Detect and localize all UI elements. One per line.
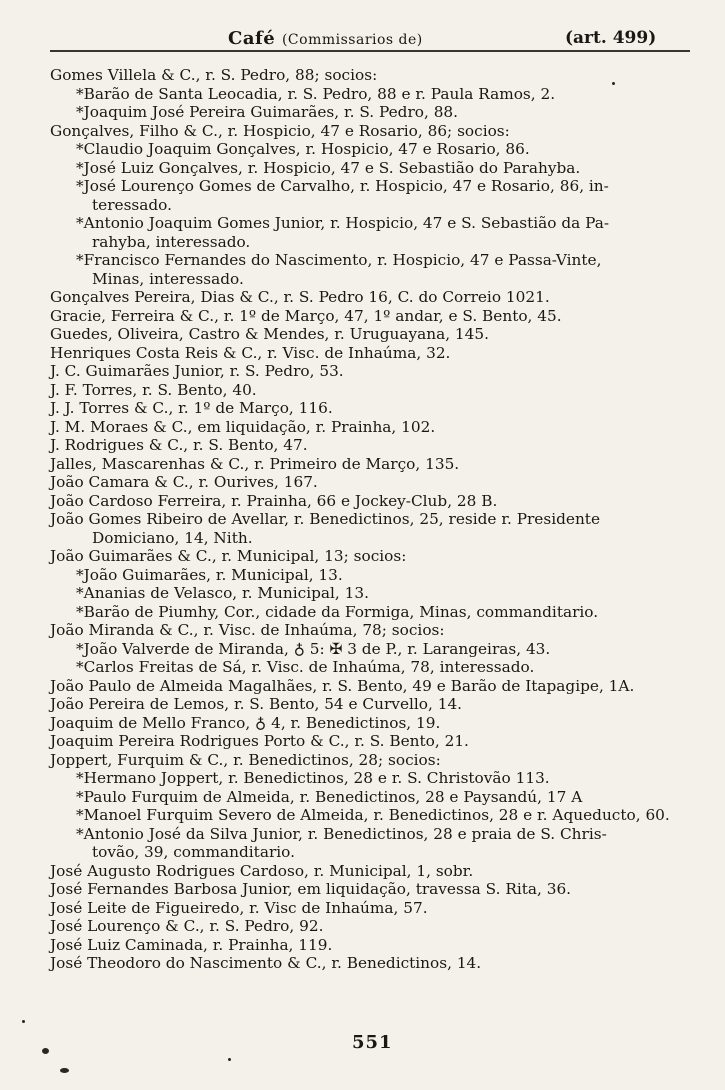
page-header — [0, 26, 725, 52]
partner-entry: *João Valverde de Miranda, ♁ 5: ✠ 3 de P., r. Larangeiras, 43. — [76, 639, 551, 658]
partner-entry: *Carlos Freitas de Sá, r. Visc. de Inhaúma, 78, interessado. — [76, 658, 535, 676]
firm-entry: João Paulo de Almeida Magalhães, r. S. Bento, 49 e Barão de Itapagipe, 1A. — [50, 676, 635, 695]
firm-entry: João Gomes Ribeiro de Avellar, r. Benedictinos, 25, reside r. Presidente — [50, 510, 600, 528]
firm-entry: Guedes, Oliveira, Castro & Mendes, r. Uruguayana, 145. — [50, 325, 489, 343]
continuation-line: rahyba, interessado. — [92, 232, 251, 251]
partner-entry: *Antonio José da Silva Junior, r. Benedictinos, 28 e praia de S. Chris- — [76, 824, 607, 843]
continuation-line: Domiciano, 14, Nith. — [92, 528, 253, 547]
firm-entry: Henriques Costa Reis & C., r. Visc. de Inhaúma, 32. — [50, 343, 451, 362]
page-number: 551 — [352, 1032, 393, 1053]
directory-listing — [0, 66, 725, 973]
firm-entry: João Cardoso Ferreira, r. Prainha, 66 e Jockey-Club, 28 B. — [50, 491, 498, 510]
partner-entry: *Ananias de Velasco, r. Municipal, 13. — [76, 584, 369, 602]
firm-entry: J. F. Torres, r. S. Bento, 40. — [50, 380, 257, 399]
firm-entry: Gonçalves, Filho & C., r. Hospicio, 47 e Rosario, 86; socios: — [50, 121, 510, 140]
firm-entry: João Guimarães & C., r. Municipal, 13; socios: — [50, 547, 407, 565]
partner-entry: *Antonio Joaquim Gomes Junior, r. Hospicio, 47 e S. Sebastião da Pa- — [76, 214, 610, 232]
ink-speck — [228, 1058, 231, 1061]
ink-speck — [22, 1020, 25, 1023]
header-title: Café (Commissarios de) — [228, 28, 423, 49]
partner-entry: *Barão de Santa Leocadia, r. S. Pedro, 88 e r. Paula Ramos, 2. — [76, 84, 556, 103]
partner-entry: *Claudio Joaquim Gonçalves, r. Hospicio, 47 e Rosario, 86. — [76, 140, 530, 158]
firm-entry: Jalles, Mascarenhas & C., r. Primeiro de Março, 135. — [50, 454, 460, 473]
continuation-line: tovão, 39, commanditario. — [92, 843, 295, 861]
ink-speck — [60, 1068, 69, 1073]
firm-entry: José Leite de Figueiredo, r. Visc de Inhaúma, 57. — [50, 898, 428, 917]
firm-entry: João Pereira de Lemos, r. S. Bento, 54 e Curvello, 14. — [50, 695, 463, 713]
continuation-line: teressado. — [92, 195, 172, 214]
partner-entry: *Hermano Joppert, r. Benedictinos, 28 e r. S. Christovão 113. — [76, 769, 550, 787]
ink-speck — [612, 82, 615, 85]
header-subtitle: (Commissarios de) — [281, 32, 423, 48]
partner-entry: *Manoel Furquim Severo de Almeida, r. Benedictinos, 28 e r. Aqueducto, 60. — [76, 806, 670, 824]
firm-entry: José Fernandes Barbosa Junior, em liquidação, travessa S. Rita, 36. — [50, 880, 572, 898]
partner-entry: *Paulo Furquim de Almeida, r. Benedictinos, 28 e Paysandú, 17 A — [76, 787, 583, 806]
firm-entry: J. C. Guimarães Junior, r. S. Pedro, 53. — [50, 362, 344, 380]
firm-entry: J. Rodrigues & C., r. S. Bento, 47. — [50, 436, 308, 454]
partner-entry: *João Guimarães, r. Municipal, 13. — [76, 565, 343, 584]
firm-entry: Joaquim de Mello Franco, ♁ 4, r. Benedictinos, 19. — [50, 713, 441, 732]
partner-entry: *Barão de Piumhy, Cor., cidade da Formiga, Minas, commanditario. — [76, 602, 599, 621]
header-article: (art. 499) — [565, 28, 657, 48]
firm-entry: Gomes Villela & C., r. S. Pedro, 88; socios: — [50, 66, 378, 84]
firm-entry: Joaquim Pereira Rodrigues Porto & C., r. S. Bento, 21. — [50, 732, 469, 750]
firm-entry: Joppert, Furquim & C., r. Benedictinos, 28; socios: — [50, 750, 441, 769]
firm-entry: José Luiz Caminada, r. Prainha, 119. — [50, 935, 333, 954]
continuation-line: Minas, interessado. — [92, 269, 244, 288]
firm-entry: José Augusto Rodrigues Cardoso, r. Municipal, 1, sobr. — [50, 861, 474, 880]
firm-entry: João Camara & C., r. Ourives, 167. — [50, 473, 318, 491]
ink-speck — [42, 1048, 49, 1054]
firm-entry: José Lourenço & C., r. S. Pedro, 92. — [50, 917, 324, 935]
firm-entry: Gonçalves Pereira, Dias & C., r. S. Pedro 16, C. do Correio 1021. — [50, 288, 550, 306]
partner-entry: *Joaquim José Pereira Guimarães, r. S. Pedro, 88. — [76, 103, 459, 121]
partner-entry: *Francisco Fernandes do Nascimento, r. Hospicio, 47 e Passa-Vinte, — [76, 251, 602, 269]
firm-entry: J. J. Torres & C., r. 1º de Março, 116. — [50, 399, 333, 417]
partner-entry: *José Luiz Gonçalves, r. Hospicio, 47 e S. Sebastião do Parahyba. — [76, 158, 581, 177]
firm-entry: João Miranda & C., r. Visc. de Inhaúma, 78; socios: — [50, 621, 445, 639]
header-rule — [50, 50, 690, 52]
firm-entry: José Theodoro do Nascimento & C., r. Benedictinos, 14. — [50, 954, 482, 972]
firm-entry: Gracie, Ferreira & C., r. 1º de Março, 47, 1º andar, e S. Bento, 45. — [50, 306, 562, 325]
firm-entry: J. M. Moraes & C., em liquidação, r. Prainha, 102. — [50, 417, 436, 436]
partner-entry: *José Lourenço Gomes de Carvalho, r. Hospicio, 47 e Rosario, 86, in- — [76, 177, 609, 195]
